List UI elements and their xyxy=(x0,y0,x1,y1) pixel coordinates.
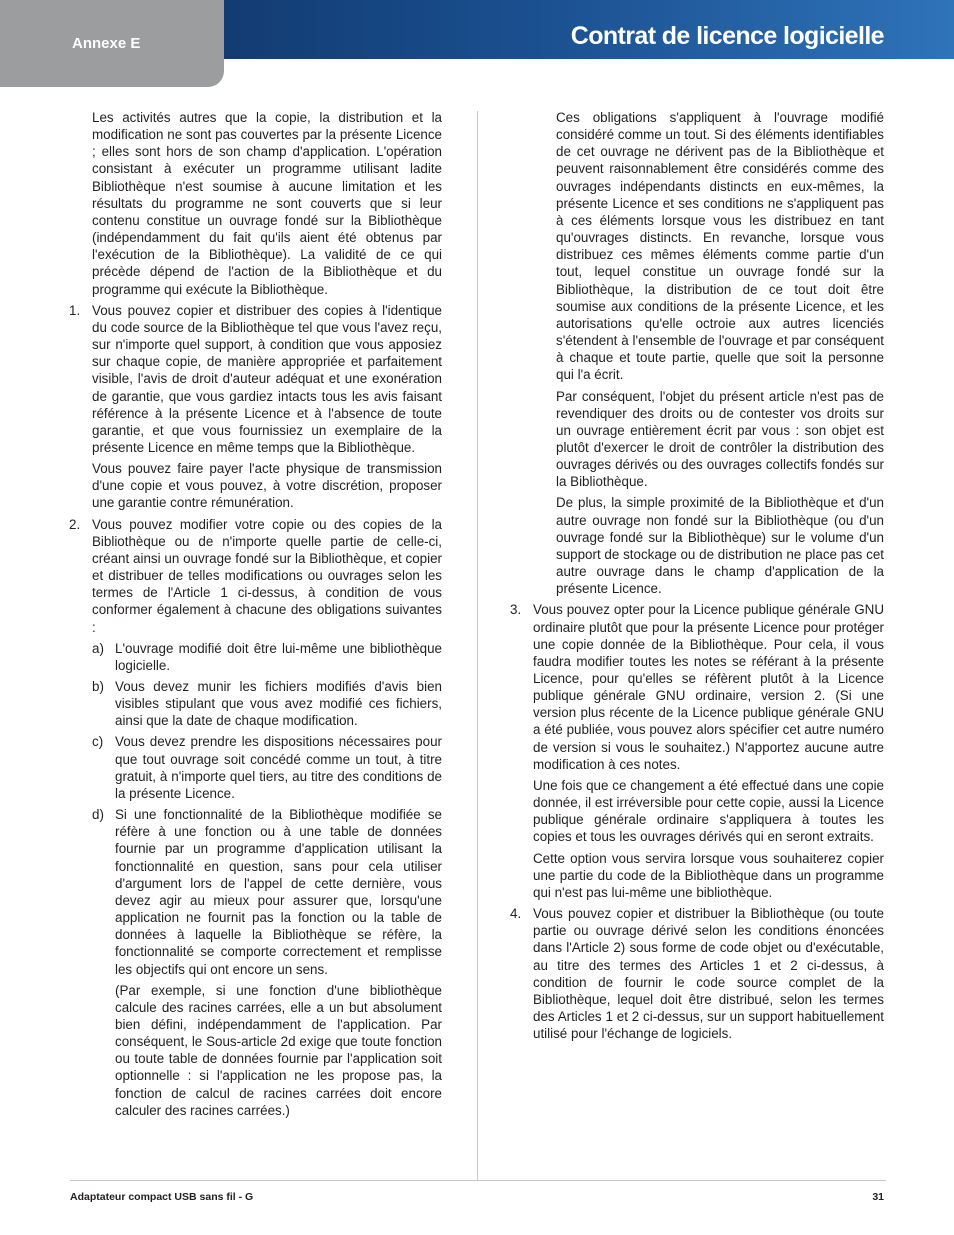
footer-page-number: 31 xyxy=(872,1191,884,1203)
article-number: 1. xyxy=(69,302,81,318)
sub-article-b-text: Vous devez munir les fichiers modifiés d'avis bien visibles stipulant que vous avez modifié ces fichiers, ainsi que la date de chaque modification. xyxy=(115,679,442,729)
annex-tab xyxy=(0,0,224,87)
sub-article-a-text: L'ouvrage modifié doit être lui-même une bibliothèque logicielle. xyxy=(115,640,442,673)
article-1-paragraph-1: Vous pouvez copier et distribuer des copies à l'identique du code source de la Bibliothèque tel que vous l'avez reçu, sur n'importe quel support, à condition que vous apposiez sur chaque copie, de manière appropriée et parfaitement visible, l'avis de droit d'auteur adéquat et une exonération de garantie, que vous gardiez intacts tous les avis faisant référence à la présente Licence et à l'absence de toute garantie, et que vous fournissiez un exemplaire de la présente Licence en même temps que la Bibliothèque. xyxy=(92,302,442,455)
article-2-paragraph-1: Vous pouvez modifier votre copie ou des copies de la Bibliothèque ou de n'importe quelle partie de celle-ci, créant ainsi un ouvrage fondé sur la Bibliothèque, et copier et distribuer de telles modifications ou ouvrages selon les termes de l'Article 1 ci-dessus, à condition de vous conformer également à chacune des obligations suivantes : xyxy=(92,516,442,635)
article-4 xyxy=(510,905,884,1042)
sub-article-letter: a) xyxy=(92,640,104,656)
article-3-paragraph-3: Cette option vous servira lorsque vous souhaiterez copier une partie du code de la Bibliothèque dans un programme qui n'est pas lui-même une bibliothèque. xyxy=(533,850,884,900)
intro-paragraph: Les activités autres que la copie, la distribution et la modification ne sont pas couvertes par la présente Licence ; elles sont hors de son champ d'application. L'opération consistant à exécuter un programme utilisant ladite Bibliothèque n'est soumise à aucune limitation et les résultats du programme ne sont couverts que si leur contenu constitue un ouvrage fondé sur la Bibliothèque (indépendamment du fait qu'ils aient été obtenus par l'exécution de la Bibliothèque). La validité de ce qui précède dépend de l'action de la Bibliothèque et du programme qui exécute la Bibliothèque. xyxy=(92,110,442,297)
footer-product-name: Adaptateur compact USB sans fil - G xyxy=(70,1191,254,1203)
continuation-paragraph-1: Ces obligations s'appliquent à l'ouvrage modifié considéré comme un tout. Si des éléments identifiables de cet ouvrage ne dérivent pas de la Bibliothèque et peuvent raisonnablement être considérés comme des ouvrages indépendants distincts en eux-mêmes, la présente Licence et ses conditions ne s'appliquent pas à ces éléments lorsque vous les distribuez en tant qu'ouvrages distincts. En revanche, lorsque vous distribuez ces mêmes éléments comme partie d'un tout, lequel constitue un ouvrage fondé sur la Bibliothèque, la distribution de ce tout doit être soumise aux conditions de la présente Licence, et les autorisations qu'elle octroie aux autres licenciés s'étendent à l'ensemble de l'ouvrage et par conséquent à chaque et toute partie, quelle que soit la personne qui l'a écrit. xyxy=(556,110,884,383)
sub-article-letter: d) xyxy=(92,807,104,823)
sub-article-d-paragraph-2: (Par exemple, si une fonction d'une bibliothèque calcule des racines carrées, elle a un but absolument bien défini, indépendamment de l'application. Par conséquent, le Sous-article 2d exige que toute fonction ou toute table de données fournie par l'application soit optionnelle : si l'application ne les propose pas, la fonction de calcul de racines carrées doit encore calculer des racines carrées.) xyxy=(115,982,442,1118)
left-column xyxy=(69,109,442,1123)
sub-article-d-paragraph-1: Si une fonctionnalité de la Bibliothèque modifiée se réfère à une fonction ou à une table de données fournie par un programme d'application utilisant la fonctionnalité en question, sans pour cela utiliser d'argument lors de l'appel de cette dernière, vous devez agir au mieux pour assurer que, lorsqu'une application ne fournit pas la fonction ou la table de données à laquelle la Bibliothèque se réfère, la fonctionnalité se comporte correctement et remplisse les objectifs qui ont encore un sens. xyxy=(115,807,442,977)
continuation-paragraph-3: De plus, la simple proximité de la Bibliothèque et d'un autre ouvrage non fondé sur la Bibliothèque (ou d'un ouvrage fondé sur la Bibliothèque) sur le volume d'un support de stockage ou de distribution ne place pas cet autre ouvrage dans le champ d'application de la présente Licence. xyxy=(556,495,884,597)
footer-rule xyxy=(70,1180,886,1181)
article-2 xyxy=(69,516,442,1119)
article-number: 2. xyxy=(69,516,81,532)
sub-article-c xyxy=(92,733,442,802)
article-1 xyxy=(69,302,442,512)
sub-article-a xyxy=(92,640,442,674)
continuation-paragraph-2: Par conséquent, l'objet du présent article n'est pas de revendiquer des droits ou de contester vos droits sur un ouvrage entièrement écrit par vous : son objet est plutôt d'exercer le droit de contrôler la distribution des ouvrages dérivés ou des ouvrages collectifs fondés sur la Bibliothèque. xyxy=(556,388,884,490)
sub-article-c-text: Vous devez prendre les dispositions nécessaires pour que tout ouvrage soit concédé comme un tout, à titre gratuit, à n'importe quel tiers, au titre des conditions de la présente Licence. xyxy=(115,734,442,801)
document-title: Contrat de licence logicielle xyxy=(570,22,884,50)
sub-article-b xyxy=(92,678,442,729)
article-4-paragraph-1: Vous pouvez copier et distribuer la Bibliothèque (ou toute partie ou ouvrage dérivé selon les conditions énoncées dans l'Article 2) sous forme de code objet ou d'exécutable, au titre des termes des Articles 1 et 2 ci-dessus, à condition de fournir le code source complet de la Bibliothèque, lequel doit être distribué, selon les termes des Articles 1 et 2 ci-dessus, sur un support habituellement utilisé pour l'échange de logiciels. xyxy=(533,906,884,1042)
right-column xyxy=(510,109,884,1046)
column-divider xyxy=(477,111,478,1181)
article-number: 3. xyxy=(510,602,522,618)
article-3-paragraph-1: Vous pouvez opter pour la Licence publique générale GNU ordinaire plutôt que pour la présente Licence pour protéger une copie donnée de la Bibliothèque. Pour cela, il vous faudra modifier toutes les notes se référant à la présente Licence, pour qu'elles se réfèrent plutôt à la Licence publique générale GNU ordinaire, version 2. (Si une version plus récente de la Licence publique générale GNU a été publiée, vous pouvez alors spécifier cet autre numéro de version si vous le souhaitez.) N'apportez aucune autre modification à ces notes. xyxy=(533,602,884,772)
annex-label: Annexe E xyxy=(72,35,141,52)
article-3-paragraph-2: Une fois que ce changement a été effectué dans une copie donnée, il est irréversible pour cette copie, aussi la Licence publique générale ordinaire s'appliquera à toutes les copies et tous les ouvrages dérivés qui en seront extraits. xyxy=(533,777,884,845)
article-number: 4. xyxy=(510,906,522,922)
sub-article-letter: b) xyxy=(92,679,104,694)
article-1-paragraph-2: Vous pouvez faire payer l'acte physique de transmission d'une copie et vous pouvez, à votre discrétion, proposer une garantie contre rémunération. xyxy=(92,461,442,511)
sub-article-letter: c) xyxy=(92,734,104,750)
sub-article-d xyxy=(92,806,442,1119)
article-3 xyxy=(510,601,884,901)
